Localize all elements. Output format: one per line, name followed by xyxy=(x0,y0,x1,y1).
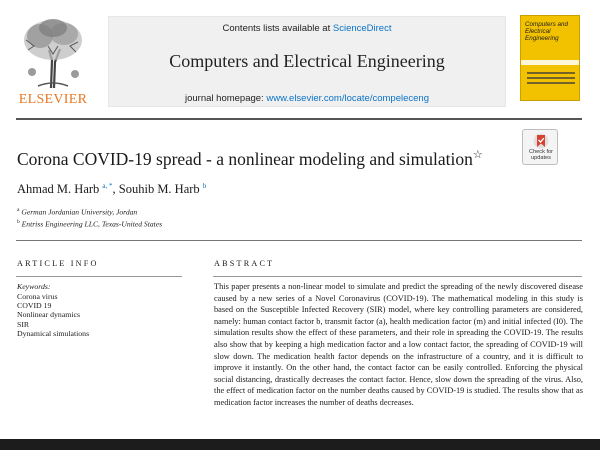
author-separator: , xyxy=(112,182,116,197)
journal-title[interactable]: Computers and Electrical Engineering xyxy=(169,51,445,71)
cover-line xyxy=(527,72,575,74)
contents-line xyxy=(109,23,505,34)
section-divider xyxy=(16,240,582,241)
affiliation-mark: a xyxy=(17,207,20,213)
author-affiliation-mark[interactable]: a, * xyxy=(102,182,113,190)
cover-band xyxy=(521,60,580,65)
author-affiliation-mark[interactable]: b xyxy=(202,182,207,190)
author-name[interactable]: Souhib M. Harb xyxy=(118,182,200,197)
viewer-bottom-bar xyxy=(0,439,600,450)
affiliation-mark: b xyxy=(17,219,20,225)
contents-prefix: Contents lists available at xyxy=(222,23,333,34)
keyword[interactable]: SIR xyxy=(17,319,30,329)
title-text: Corona COVID-19 spread - a nonlinear modeling and simulation xyxy=(17,148,473,169)
article-title xyxy=(17,148,483,170)
check-line-1: Check for xyxy=(529,149,553,155)
abstract-heading: ABSTRACT xyxy=(214,259,275,268)
bookmark-check-icon xyxy=(533,133,549,149)
journal-header xyxy=(0,0,600,118)
affiliation xyxy=(17,207,137,217)
keywords-label: Keywords: xyxy=(17,282,51,291)
check-for-updates-button[interactable] xyxy=(522,129,558,165)
journal-homepage-link[interactable]: www.elsevier.com/locate/compeleceng xyxy=(266,93,429,104)
keyword[interactable]: Dynamical simulations xyxy=(17,328,90,338)
elsevier-wordmark: ELSEVIER xyxy=(18,92,88,107)
affiliation-text: Entriss Engineering LLC, Texas-United States xyxy=(21,219,163,229)
title-footnote-mark[interactable]: ☆ xyxy=(472,149,483,161)
cover-line xyxy=(527,82,575,84)
keyword[interactable]: Corona virus xyxy=(17,292,58,301)
journal-banner xyxy=(108,16,506,107)
author-name[interactable]: Ahmad M. Harb xyxy=(17,182,100,197)
header-divider xyxy=(16,118,582,120)
article-info-rule xyxy=(16,276,182,277)
elsevier-logo[interactable] xyxy=(14,16,92,106)
keyword-list xyxy=(17,292,89,338)
keyword[interactable]: COVID 19 xyxy=(17,301,52,311)
abstract-text: This paper presents a non-linear model to simulate and predict the spreading of the newly discovered disease caused by a new series of a Novel Coronavirus (COVID-19). The mathematical modeling in this study is based on the Susceptible Infected Recovery (SIR) model, where key controlling parameters are considered, namely: human contact factor b, transmit factor (a), health medication factor (m) and initial infected (I0). The simulation results show the effect of these parameters, and their role in spreading the COVID-19. The results also show that by keeping a high medication factor and a low contact factor, the spreading of COVID-19 will slow down. The medication health factor depends on the infrastructure of a country, and it is difficult to improve it instantly. On the other hand, the contact factor can be easily controlled. Enforcing the physical social distancing, drastically decreases the contact factor. Hence, slow down the spreading of the virus. Also, the effect of medication factor on the number deaths caused by COVID-19 is studied. The results show that as medication factor increases the number of deaths decreases. xyxy=(214,282,583,407)
abstract-rule xyxy=(213,276,582,277)
article-info-heading: ARTICLE INFO xyxy=(17,259,99,268)
keyword[interactable]: Nonlinear dynamics xyxy=(17,310,81,320)
elsevier-tree-icon xyxy=(18,16,88,90)
check-for-updates-label xyxy=(523,149,559,161)
author-list xyxy=(17,182,206,197)
sciencedirect-link[interactable]: ScienceDirect xyxy=(332,23,392,34)
affiliation xyxy=(17,219,162,229)
journal-cover-thumbnail[interactable] xyxy=(520,15,580,101)
check-line-2: updates xyxy=(531,155,551,162)
homepage-line xyxy=(109,93,505,104)
cover-line xyxy=(527,77,575,79)
affiliation-text: German Jordanian University, Jordan xyxy=(21,207,138,217)
cover-title: Computers and Electrical Engineering xyxy=(525,21,569,42)
homepage-prefix: journal homepage: xyxy=(185,93,267,104)
